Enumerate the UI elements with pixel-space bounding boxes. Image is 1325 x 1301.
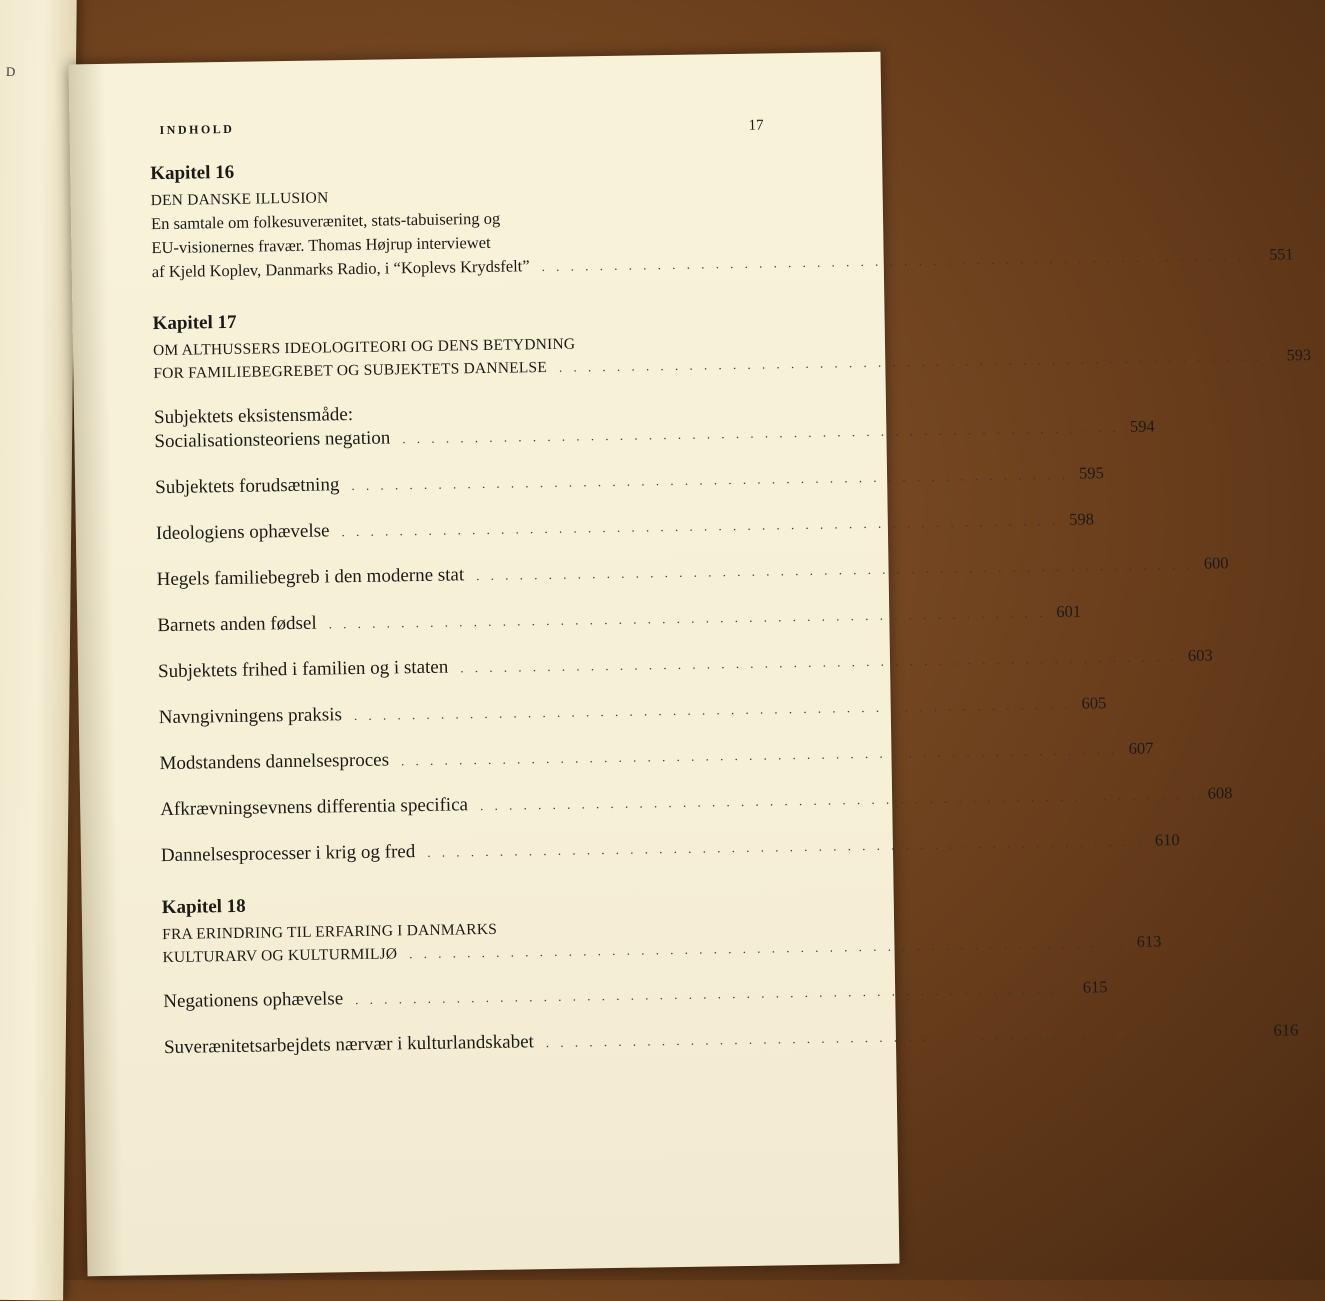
section-entry: [160, 830, 1180, 869]
chapter-heading: Kapitel 18: [161, 895, 246, 919]
dot-leader: . . . . . . . . . . . . . . . . . . . . . . . . . . . . . . . . . . . . . . . . . . . . . . . . . .: [409, 934, 1127, 962]
section-entry: [163, 1020, 1299, 1061]
chapter-title-line: OM ALTHUSSERS IDEOLOGITEORI OG DENS BETYDNING: [152, 335, 576, 360]
section-line-page-number: 601: [1056, 601, 1082, 622]
page-number: 17: [748, 117, 764, 134]
dot-leader: . . . . . . . . . . . . . . . . . . . . . . . . . . . . . . . . . . . . . . . . . . . . . . . . . .: [541, 247, 1260, 275]
section-line-page-number: 610: [1154, 830, 1180, 850]
chapter-title-line-text: FOR FAMILIEBEGREBET OG SUBJEKTETS DANNELSE: [153, 358, 548, 383]
dot-leader: . . . . . . . . . . . . . . . . . . . . . . . . . . . . . . . . . . . . . . . . . . . . . . . . . .: [402, 419, 1121, 447]
chapter-description-line: En samtale om folkesuverænitet, stats-tabuisering og: [150, 208, 501, 234]
section-line-text: Dannelsesprocesser i krig og fred: [160, 841, 416, 867]
section-entry: [158, 693, 1107, 731]
section-line: [157, 645, 1213, 685]
section-line: [163, 1020, 1299, 1061]
section-entry: [155, 463, 1104, 501]
chapter-entry: [152, 304, 1312, 869]
section-line-page-number: 615: [1082, 977, 1108, 997]
chapter-title: [162, 914, 1162, 969]
section-entry: [153, 397, 1155, 455]
section-line-text: Negationens ophævelse: [163, 988, 344, 1013]
section-line-page-number: 598: [1069, 509, 1095, 529]
section-entry: [157, 645, 1213, 685]
section-line-page-number: 595: [1078, 463, 1104, 483]
chapter-title-line: FRA ERINDRING TIL ERFARING I DANMARKS: [162, 920, 498, 944]
section-line-text: Socialisationsteoriens negation: [154, 427, 391, 453]
chapter-title-line: DEN DANSKE ILLUSION: [150, 189, 329, 210]
dot-leader: . . . . . . . . . . . . . . . . . . . . . . . . . . . . . . . . . . . . . . . . . . . . . . . . . .: [328, 605, 1047, 632]
dot-leader: . . . . . . . . . . . . . . . . . . . . . . . . . . . . . . . . . . . . . . . . . . . . . . . . . .: [353, 696, 1072, 724]
dot-leader: . . . . . . . . . . . . . . . . . . . . . . . . . . . . . . . . . . . . . . . . . . . . . . . . . .: [558, 348, 1277, 375]
section-entry: [155, 509, 1095, 547]
dot-leader: . . . . . . . . . . . . . . . . . . . . . . . . . . . . . . . . . . . . . . . . . . . . . . . . . .: [351, 466, 1070, 494]
section-line: [160, 783, 1233, 823]
section-line-page-number: 594: [1129, 416, 1155, 436]
section-line: [155, 463, 1104, 501]
section-line: [155, 509, 1095, 547]
section-line-page-number: 607: [1128, 738, 1154, 758]
section-line-text: Afkrævningsevnens differentia specifica: [160, 794, 469, 821]
section-line-text: Suverænitetsarbejdets nærvær i kulturlandskabet: [163, 1031, 535, 1059]
running-head: INDHOLD: [159, 121, 235, 138]
section-line: [163, 977, 1108, 1015]
dot-leader: . . . . . . . . . . . . . . . . . . . . . . . . . . . . . . . . . . . . . . . . . . . . . . . . . .: [479, 786, 1198, 814]
section-line-text: Modstandens dannelsesproces: [159, 749, 390, 775]
book-page: [69, 52, 1312, 1277]
chapter-description: [150, 203, 1294, 285]
section-entry: [156, 553, 1229, 593]
chapter-description-line-text: af Kjeld Koplev, Danmarks Radio, i “Koplevs Krydsfelt”: [151, 256, 530, 282]
chapter-title-line-page-number: 593: [1286, 346, 1312, 365]
section-line: [156, 553, 1229, 593]
section-line: [160, 830, 1180, 869]
facing-page-edge-text: D: [5, 63, 17, 79]
section-entry: [159, 738, 1154, 777]
dot-leader: . . . . . . . . . . . . . . . . . . . . . . . . . . . . . . . . . . . . . . . . . . . . . . . . . .: [427, 833, 1146, 860]
section-line: [157, 601, 1082, 639]
dot-leader: . . . . . . . . . . . . . . . . . . . . . . . . . . . . . . . . . . . . . . . . . . . . . . . . . .: [341, 512, 1060, 540]
dot-leader: . . . . . . . . . . . . . . . . . . . . . . . . . . . . . . . . . . . . . . . . . . . . . . . . . .: [476, 556, 1194, 584]
chapter-description-line: EU-visionernes fravær. Thomas Højrup interviewet: [151, 232, 491, 258]
chapter-title: [152, 330, 1312, 385]
dot-leader: . . . . . . . . . . . . . . . . . . . . . . . . . . . . . . . . . . . . . . . . . . . . . . . . . .: [545, 1023, 1264, 1051]
table-of-contents: [150, 154, 1312, 1089]
chapter-heading: Kapitel 17: [152, 311, 237, 335]
section-line-page-number: 603: [1187, 645, 1213, 665]
section-line-page-number: 608: [1207, 783, 1233, 803]
section-line: [158, 693, 1107, 731]
chapter-entry: [150, 154, 1294, 285]
chapter-entry: [161, 888, 1299, 1061]
section-entry: [160, 783, 1233, 823]
section-line-text: Subjektets forudsætning: [155, 474, 340, 499]
section-line-text: Barnets anden fødsel: [157, 612, 317, 637]
chapter-heading: Kapitel 16: [150, 161, 235, 185]
chapter-description-line-page-number: 551: [1269, 246, 1294, 264]
section-line: Subjektets eksistensmåde:: [153, 404, 354, 429]
section-line-text: Hegels familiebegreb i den moderne stat: [156, 564, 465, 591]
gutter-shadow: [69, 64, 124, 1276]
facing-page: [0, 0, 77, 1301]
section-line-text: Navngivningens praksis: [158, 704, 343, 729]
section-entry: [163, 977, 1108, 1015]
section-line-text: Subjektets frihed i familien og i staten: [157, 656, 449, 683]
section-line-page-number: 605: [1081, 693, 1107, 713]
dot-leader: . . . . . . . . . . . . . . . . . . . . . . . . . . . . . . . . . . . . . . . . . . . . . . . . . .: [400, 742, 1119, 769]
chapter-title-line-page-number: 613: [1136, 933, 1162, 951]
chapter-title-line-text: KULTURARV OG KULTURMILJØ: [162, 945, 398, 967]
section-line-text: Ideologiens ophævelse: [155, 520, 330, 545]
dot-leader: . . . . . . . . . . . . . . . . . . . . . . . . . . . . . . . . . . . . . . . . . . . . . . . . . .: [460, 649, 1179, 676]
section-line-page-number: 600: [1203, 553, 1229, 573]
dot-leader: . . . . . . . . . . . . . . . . . . . . . . . . . . . . . . . . . . . . . . . . . . . . . . . . . .: [355, 980, 1073, 1008]
section-entry: [157, 601, 1082, 639]
section-line: [159, 738, 1154, 777]
section-line-page-number: 616: [1273, 1020, 1299, 1040]
